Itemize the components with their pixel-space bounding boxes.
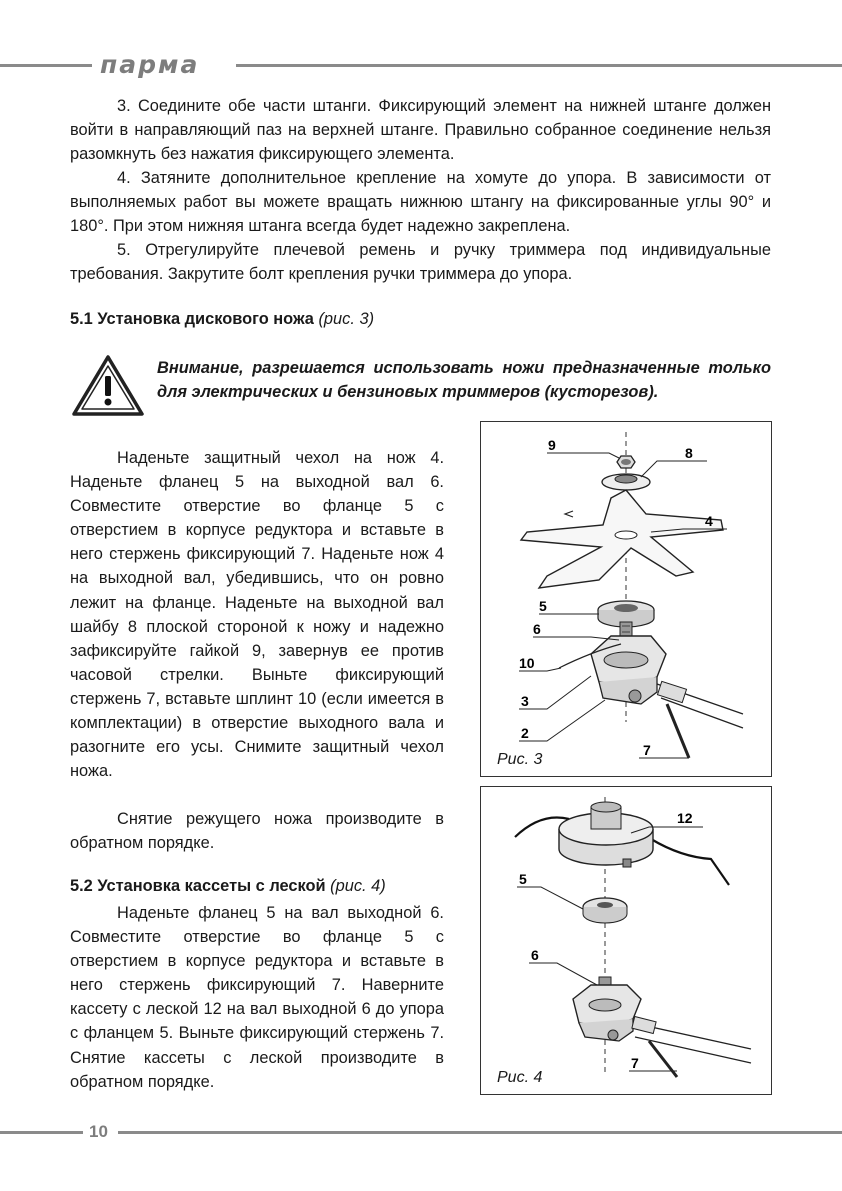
fig4-label-7: 7 [631,1055,639,1071]
figure-3-drawing [481,422,771,776]
fig3-label-6: 6 [533,621,541,637]
section-title-text: 5.1 Установка дискового ножа [70,310,314,328]
fig3-label-9: 9 [548,437,556,453]
brand-logo: парма [100,50,200,79]
fig3-label-7: 7 [643,742,651,758]
section-figure-ref: (рис. 4) [330,877,386,895]
fig3-label-3: 3 [521,693,529,709]
header-rule-left [0,64,92,67]
figure-4-caption: Рис. 4 [497,1069,543,1086]
warning-icon [70,352,146,418]
figure-4 [480,786,772,1095]
fig4-label-12: 12 [677,810,693,826]
paragraph-blade-removal: Снятие режущего ножа производите в обратном порядке. [70,810,444,852]
paragraph-spool-install: Наденьте фланец 5 на вал выходной 6. Совместите отверстие во фланце 5 с отверстием в корпусе редуктора и вставьте в него стержень фиксирующий 7. Наверните кассету с леской 12 на вал выходной 6 до упора с фланцем 5. Выньте фиксирующий стержень 7. Снятие кассеты с леской производите в обратном порядке. [70,904,444,1091]
section-title-5-1 [70,310,374,329]
fig4-label-6: 6 [531,947,539,963]
section-title-5-2 [70,877,386,896]
section-figure-ref: (рис. 3) [318,310,375,328]
page-number: 10 [89,1122,108,1141]
paragraph-step-3: 3. Соедините обе части штанги. Фиксирующий элемент на нижней штанге должен войти в направляющий паз на верхней штанге. Правильно собранное соединение нельзя разомкнуть без нажатия фиксирующего элемента. [70,97,771,163]
warning-text: Внимание, разрешается использовать ножи предназначенные только для электрических и бензиновых триммеров (кусторезов). [157,359,771,401]
figure-4-drawing [481,787,771,1094]
fig3-label-2: 2 [521,725,529,741]
paragraph-step-5: 5. Отрегулируйте плечевой ремень и ручку триммера под индивидуальные требования. Закрутите болт крепления ручки триммера до упора. [70,241,771,283]
fig3-label-10: 10 [519,655,535,671]
section-title-text: 5.2 Установка кассеты с леской [70,877,326,895]
paragraph-blade-install: Наденьте защитный чехол на нож 4. Наденьте фланец 5 на выходной вал 6. Совместите отверстие во фланце 5 с отверстием в корпусе редуктора и вставьте в него стержень фиксирующий 7. Наденьте нож 4 на выходной вал, убедившись, что он ровно лежит на фланце. Наденьте на выходной вал шайбу 8 плоской стороной к ножу и надежно зафиксируйте гайкой 9, завернув ее против часовой стрелки. Выньте фиксирующий стержень 7, вставьте шплинт 10 (если имеется в комплектации) в отверстие выходного вала и разогните его усы. Снимите защитный чехол ножа. [70,449,444,781]
fig4-label-5: 5 [519,871,527,887]
header-rule-right [236,64,842,67]
footer-rule-right [118,1131,842,1134]
fig3-label-4: 4 [705,513,713,529]
fig3-label-5: 5 [539,598,547,614]
fig3-label-8: 8 [685,445,693,461]
paragraph-step-4: 4. Затяните дополнительное крепление на хомуте до упора. В зависимости от выполняемых работ вы можете вращать нижнюю штангу на фиксированные углы 90° и 180°. При этом нижняя штанга всегда будет надежно закреплена. [70,169,771,235]
footer-rule-left [0,1131,83,1134]
figure-3-caption: Рис. 3 [497,751,543,768]
figure-3 [480,421,772,777]
